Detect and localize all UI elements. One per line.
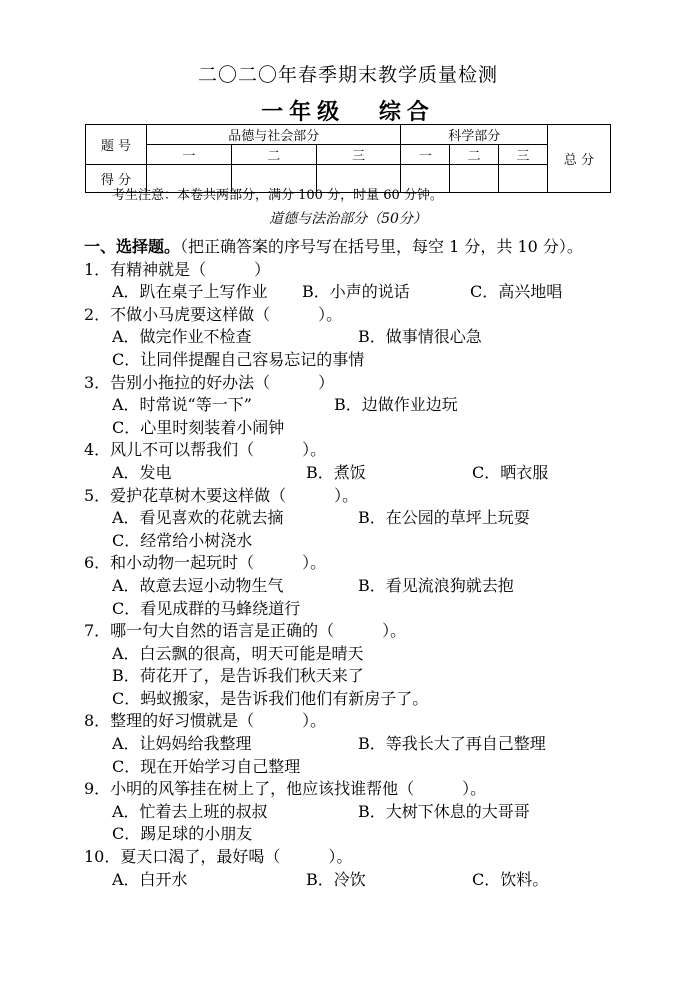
- question-1: [84, 259, 604, 304]
- option-b: B．大树下休息的大哥哥: [358, 801, 530, 821]
- question-stem: 2．不做小马虎要这样做（ ）。: [84, 304, 343, 324]
- col-label: 一: [147, 145, 232, 165]
- score-cell: [450, 165, 499, 193]
- col-label: 二: [231, 145, 316, 165]
- option-c: C．踢足球的小朋友: [112, 824, 253, 844]
- option-a: A．时常说“等一下”: [112, 395, 252, 415]
- exam-title: 二〇二〇年春季期末教学质量检测: [197, 64, 498, 86]
- col-label: 三: [316, 145, 401, 165]
- total-score-label: 总 分: [548, 125, 611, 193]
- option-c: C．经常给小树浇水: [112, 530, 253, 550]
- option-b: B．煮饭: [306, 462, 366, 482]
- exam-note: 考生注意：本卷共两部分，满分 100 分，时量 60 分钟。: [112, 188, 443, 203]
- score-cell: [499, 165, 548, 193]
- question-8: [84, 710, 604, 778]
- question-stem: 9．小明的风筝挂在树上了，他应该找谁帮他（ ）。: [84, 779, 487, 799]
- part-heading: [84, 236, 604, 259]
- option-b: B．小声的说话: [302, 282, 410, 302]
- question-stem: 7．哪一句大自然的语言是正确的（ ）。: [84, 621, 407, 641]
- part-heading-bold: 一、选择题。: [84, 237, 181, 256]
- exam-subtitle: 一年级 综合: [261, 99, 435, 125]
- question-3: [84, 372, 604, 440]
- option-c: C．蚂蚁搬家，是告诉我们他们有新房子了。: [112, 688, 429, 708]
- question-number-label: 题 号: [86, 125, 147, 165]
- question-4: [84, 439, 604, 484]
- col-label: 一: [401, 145, 450, 165]
- option-c: C．晒衣服: [472, 462, 549, 482]
- question-2: [84, 304, 604, 372]
- option-a: A．做完作业不检查: [112, 327, 252, 347]
- option-b: B．做事情很心急: [358, 327, 482, 347]
- option-c: C．心里时刻装着小闹钟: [112, 417, 285, 437]
- group-label-science: 科学部分: [401, 125, 548, 145]
- option-c: C．现在开始学习自己整理: [112, 756, 301, 776]
- question-6: [84, 552, 604, 620]
- question-10: [84, 846, 604, 891]
- question-9: [84, 778, 604, 846]
- score-table: [85, 124, 611, 193]
- option-b: B．看见流浪狗就去抱: [358, 575, 514, 595]
- option-a: A．发电: [112, 462, 172, 482]
- col-label: 三: [499, 145, 548, 165]
- col-label: 二: [450, 145, 499, 165]
- option-c: C．让同伴提醒自己容易忘记的事情: [112, 349, 365, 369]
- option-b: B．边做作业边玩: [334, 395, 458, 415]
- question-stem: 6．和小动物一起玩时（ ）。: [84, 553, 327, 573]
- question-stem: 4．风儿不可以帮我们（ ）。: [84, 440, 327, 460]
- option-c: C．饮料。: [472, 869, 549, 889]
- part-heading-instructions: （把正确答案的序号写在括号里，每空 1 分，共 10 分）。: [180, 237, 583, 256]
- question-5: [84, 485, 604, 553]
- section-title: 道德与法治部分（50分）: [269, 211, 427, 227]
- option-b: B．冷饮: [306, 869, 366, 889]
- option-b: B．等我长大了再自己整理: [358, 734, 546, 754]
- option-c: C．看见成群的马蜂绕道行: [112, 598, 301, 618]
- group-label-moral: 品德与社会部分: [147, 125, 401, 145]
- score-row-label: 得 分: [86, 165, 147, 193]
- option-a: A．让妈妈给我整理: [112, 734, 252, 754]
- question-stem: 10．夏天口渴了，最好喝（ ）。: [84, 847, 353, 867]
- question-stem: 1．有精神就是（ ）: [84, 259, 271, 279]
- option-a: A．趴在桌子上写作业: [112, 282, 268, 302]
- question-stem: 5．爱护花草树木要这样做（ ）。: [84, 485, 359, 505]
- option-a: A．看见喜欢的花就去摘: [112, 508, 284, 528]
- question-stem: 8．整理的好习惯就是（ ）。: [84, 711, 327, 731]
- question-7: [84, 620, 604, 710]
- option-a: A．故意去逗小动物生气: [112, 575, 284, 595]
- question-section: [84, 236, 604, 891]
- question-stem: 3．告别小拖拉的好办法（ ）: [84, 372, 335, 392]
- option-b: B．在公园的草坪上玩耍: [358, 508, 530, 528]
- option-a: A．忙着去上班的叔叔: [112, 801, 268, 821]
- option-a: A．白开水: [112, 869, 188, 889]
- option-b: B．荷花开了，是告诉我们秋天来了: [112, 666, 364, 686]
- option-c: C．高兴地唱: [470, 282, 563, 302]
- option-a: A．白云飘的很高，明天可能是晴天: [112, 643, 364, 663]
